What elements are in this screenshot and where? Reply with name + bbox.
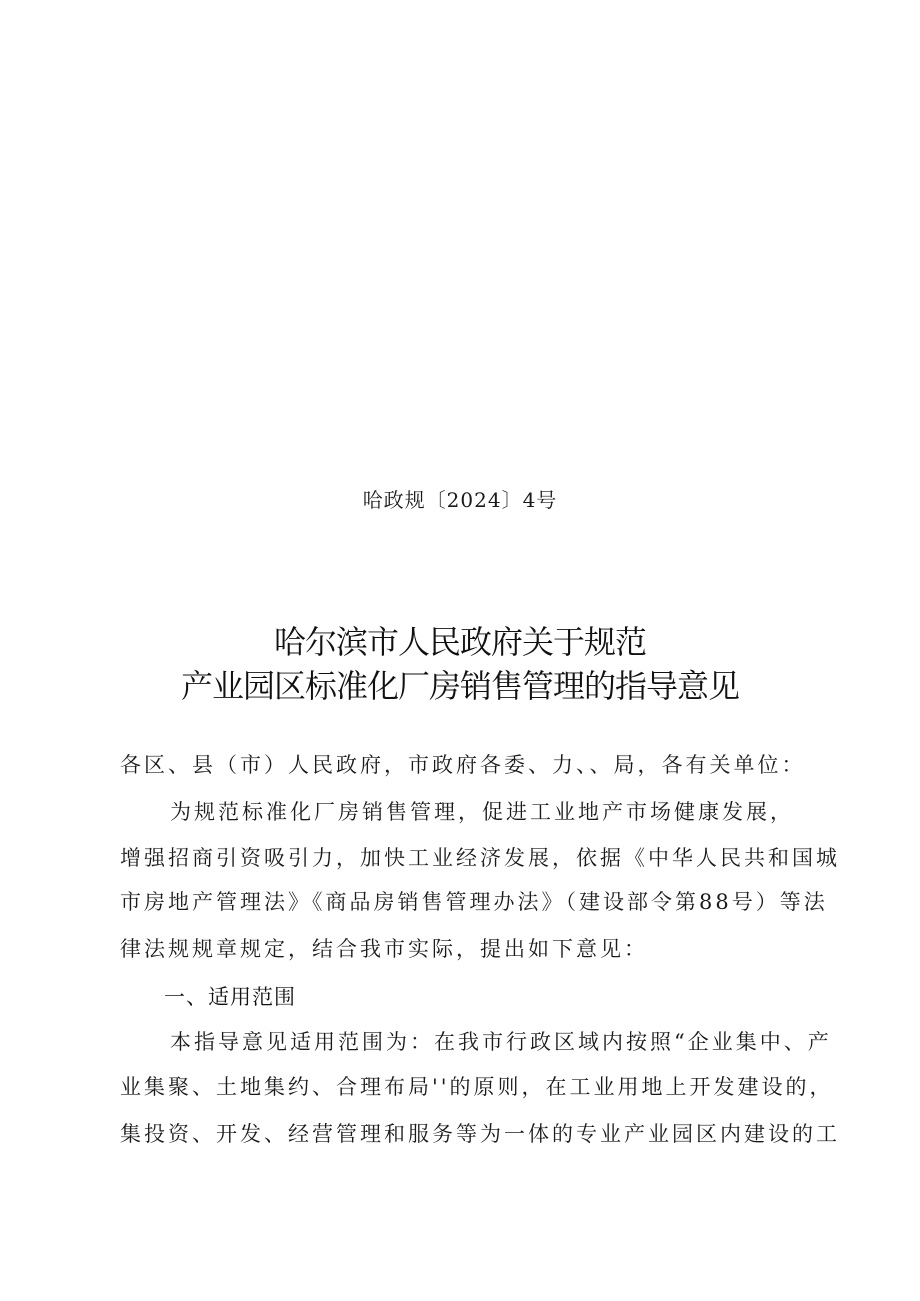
- scope-line-3: 集投资、开发、经营管理和服务等为一体的专业产业园区内建设的工: [120, 1122, 840, 1146]
- intro-line-2: 增强招商引资吸引力，加快工业经济发展，依据《中华人民共和国城: [120, 846, 840, 870]
- salutation: 各区、县（市）人民政府，市政府各委、力、、局，各有关单位：: [120, 753, 806, 777]
- document-title-line-1: 哈尔滨市人民政府关于规范: [273, 623, 646, 661]
- document-number: 哈政规〔2024〕4号: [362, 488, 558, 512]
- scope-line-2: 业集聚、土地集约、合理布局''的原则，在工业用地上开发建设的，: [120, 1075, 834, 1099]
- intro-line-3: 市房地产管理法》《商品房销售管理办法》（建设部令第88号）等法: [120, 890, 828, 914]
- document-title-line-2: 产业园区标准化厂房销售管理的指导意见: [180, 667, 739, 705]
- scope-line-1: 本指导意见适用范围为：在我市行政区域内按照“企业集中、产: [170, 1030, 832, 1054]
- section-heading-scope: 一、适用范围: [164, 985, 296, 1009]
- intro-line-4: 律法规规章规定，结合我市实际，提出如下意见：: [120, 937, 648, 961]
- intro-line-1: 为规范标准化厂房销售管理，促进工业地产市场健康发展，: [170, 800, 794, 824]
